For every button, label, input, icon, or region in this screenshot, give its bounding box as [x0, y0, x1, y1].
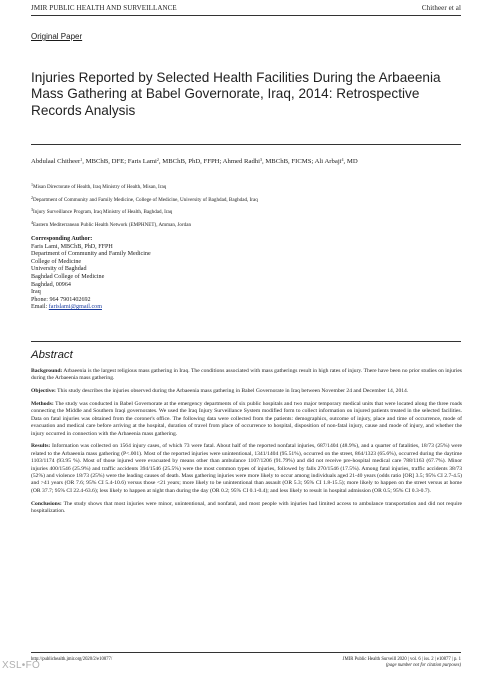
section-label: Results:	[31, 443, 51, 450]
author-name: Ahmed Radhi	[222, 158, 261, 165]
abstract-methods	[31, 401, 462, 438]
footer-citation	[343, 657, 461, 669]
citation-line: JMIR Public Health Surveill 2020 | vol. 6 | iss. 2 | e10877 | p. 1	[342, 657, 461, 662]
section-text: The study was conducted in Babel Governorate at the emergency departments of six public hospitals and two major temporary medical units that were located along the three roads connecting the Middle and Southern Iraqi governorates. We used the Iraq Injury Surveillance System modified form to collect information on injured patients treated in the selected facilities. Data on fatal injuries was obtained from the coroner's office. The following data were collected from the patients: demographics, outcome of injury, place and time of occurrence, mode of evacuation and medical care before arriving at the hospital, duration of travel from place of occurrence to hospital, disposition of non-fatal injury, cause and mode of injury, and whether the injury occurred in connection with the Arbaeenia mass gathering.	[31, 400, 462, 437]
xslfo-watermark: XSL•FO	[2, 660, 41, 671]
author-affil-ref: 4	[341, 157, 344, 162]
section-label: Objective:	[31, 388, 56, 395]
paper-title: Injuries Reported by Selected Health Facilities During the Arbaeenia Mass Gathering at Babel Governorate, Iraq, 2014: Retrospective Records Analysis	[31, 70, 441, 118]
corresponding-line: Baghdad, 00964	[31, 281, 71, 288]
email-link[interactable]: farislami@gmail.com	[48, 304, 102, 311]
affiliation-list	[31, 180, 461, 230]
journal-header: JMIR PUBLIC HEALTH AND SURVEILLANCE	[31, 4, 177, 12]
section-text: This study describes the injuries observed during the Arbaeenia mass gathering in Babel Governorate in Iraq between November 24 and December 14, 2014.	[57, 388, 409, 395]
corresponding-line: Iraq	[31, 289, 41, 296]
corresponding-line: Faris Lami, MBChB, PhD, FFPH	[31, 243, 113, 250]
section-label: Conclusions:	[31, 500, 62, 507]
affiliation-item: $^1$Misan Directorate of Health, Iraq Ministry of Health, Misan, Iraq	[31, 182, 167, 190]
section-text: Arbaeenia is the largest religious mass gathering in Iraq. The conditions associated with mass gatherings result in high rates of injury. There have been no prior studies on injuries during the Arbaeenia mass gathering.	[31, 368, 462, 382]
affiliation-item: $^3$Injury Surveillance Program, Iraq Ministry of Health, Baghdad, Iraq	[31, 207, 173, 215]
abstract-objective	[31, 388, 462, 395]
corresponding-line: Baghdad College of Medicine	[31, 273, 105, 280]
title-rule	[31, 144, 461, 145]
abstract-heading: Abstract	[31, 349, 73, 361]
affiliation-item: $^4$Eastern Mediterranean Public Health Network (EMPHNET), Amman, Jordan	[31, 219, 192, 228]
corresponding-line: College of Medicine	[31, 258, 82, 265]
corresponding-author	[31, 236, 291, 312]
author-affil-ref: 3	[260, 157, 263, 162]
author-name: Ali Arbaji	[314, 158, 342, 165]
abstract-conclusions	[31, 501, 462, 516]
author-degrees: , MBChB, PhD, FFPH;	[158, 158, 223, 165]
author-name: Faris Lami	[127, 158, 157, 165]
corresponding-heading: Corresponding Author:	[31, 236, 93, 242]
footer-rule	[31, 652, 461, 653]
section-text: The study shows that most injuries were minor, unintentional, and nonfatal, and most people with injuries had limited access to ambulance transportation and did not require hospitalization.	[31, 500, 462, 514]
author-list	[31, 155, 461, 167]
author-affil-ref: 2	[156, 157, 159, 162]
affiliation-item: $^2$Department of Community and Family Medicine, College of Medicine, University of Baghdad, Baghdad, Iraq	[31, 194, 258, 203]
author-degrees: , MBChB, FICMS;	[262, 158, 315, 165]
section-text: Information was collected on 1564 injury cases, of which 73 were fatal. About half of the reported nonfatal injuries, 687/1404 (48.9%), and a quarter of fatalities, 18/73 (25%) were related to the Arbaeenia mass gathering (P<.001). Most of the reported injuries were unintentional, 1341/1404 (95.51%), occurred on the street, 864/1323 (65.6%), occurred during the daytime 1103/1174 (93.95 %). Most of those injured were evacuated by means other than ambulance 1107/1206 (91.79%) and did not receive pre-hospital medical care 788/1163 (67.7%). Minor injuries 400/1546 (25.9%) and traffic accidents 394/1546 (25.5%) were the most common types of injuries, followed by falls 270/1546 (17.5%). Among fatal injuries, traffic accidents 38/73 (52%) and violence 18/73 (25%) were the leading causes of death. Mass gathering injuries were more likely to occur among individuals aged 21-40 years (odds ratio [OR] 3.5; 95% CI 2.7-4.5) and >41 years (OR 7.6; 95% CI 5.4-10.6) versus those <21 years; more likely to be unintentional than assault (OR 5.3; 95% CI 1.8-15.5); more likely to happen on the street versus at home (OR 37.7; 95% CI 22.4-63.6); less likely to happen at night than during the day (OR 0.2; 95% CI 0.1-0.4); and less likely to result in hospital admission (OR 0.5; 95% CI 0.3-0.7).	[31, 443, 463, 494]
header-rule	[31, 15, 461, 16]
section-label: Methods:	[31, 400, 54, 407]
running-author: Chitheer et al	[421, 4, 461, 12]
abstract-background	[31, 368, 462, 383]
author-affil-ref: 1	[80, 157, 83, 162]
corresponding-line: University of Baghdad	[31, 266, 87, 273]
corresponding-line: Department of Community and Family Medicine	[31, 251, 151, 258]
author-degrees: , MD	[343, 158, 358, 165]
article-type: Original Paper	[31, 32, 83, 41]
citation-note: (page number not for citation purposes)	[385, 663, 461, 668]
abstract-body	[31, 368, 462, 521]
author-name: Abdulaal Chitheer	[31, 158, 81, 165]
footer-url[interactable]: http://publichealth.jmir.org/2020/2/e10877/	[31, 657, 113, 662]
abstract-rule	[31, 341, 461, 342]
section-label: Background:	[31, 368, 63, 374]
email-line: Email: farislami@gmail.com	[31, 304, 102, 311]
abstract-results	[31, 443, 462, 495]
author-degrees: , MBChB, DFE;	[82, 158, 128, 165]
corresponding-line: Phone: 964 7901402692	[31, 296, 91, 303]
